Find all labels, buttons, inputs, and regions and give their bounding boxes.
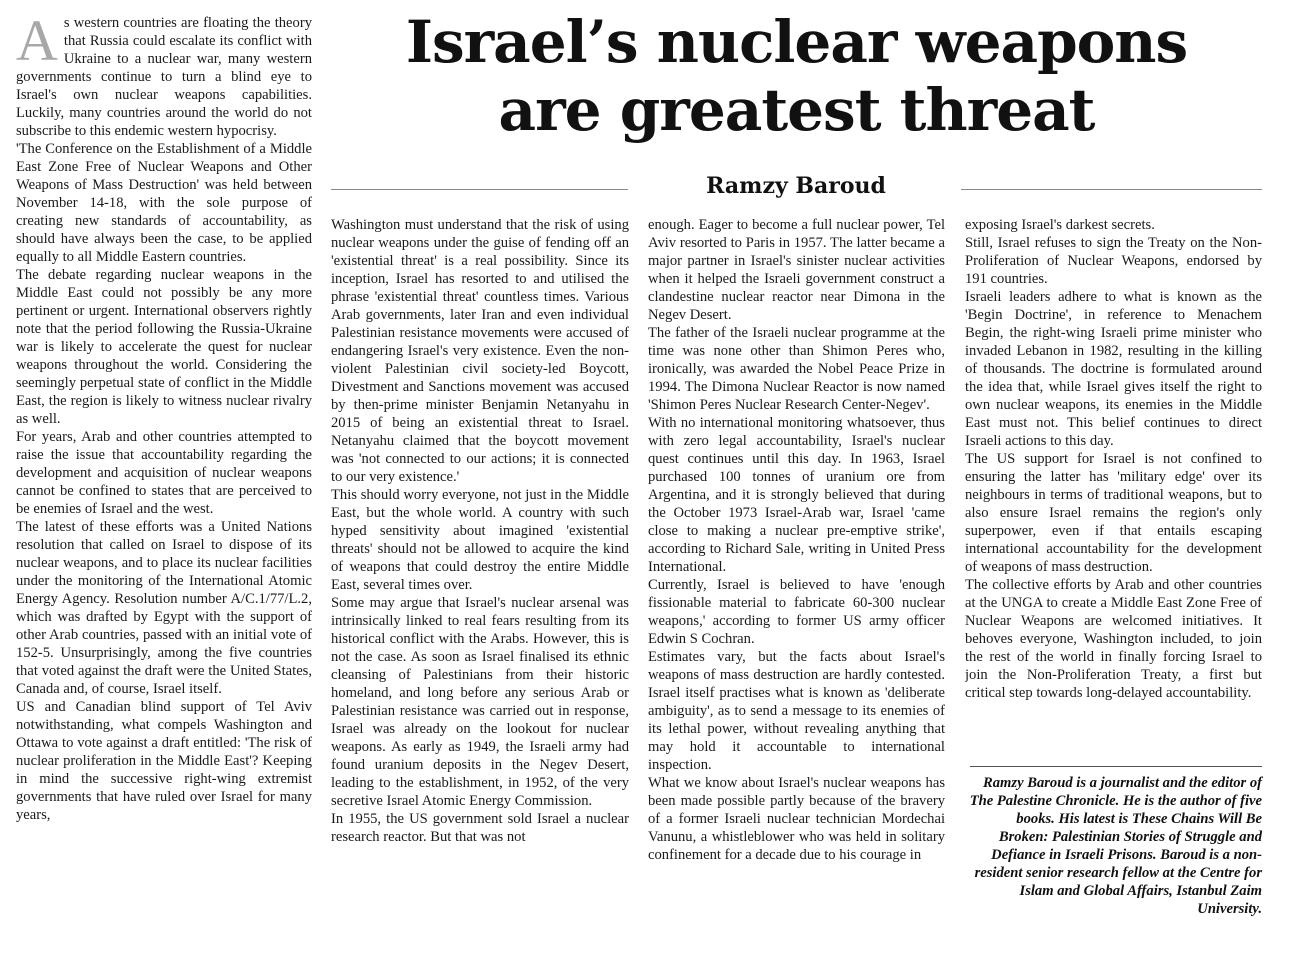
drop-cap: A	[16, 14, 58, 73]
byline: Ramzy Baroud	[706, 173, 886, 199]
paragraph: enough. Eager to become a full nuclear power, Tel Aviv resorted to Paris in 1957. The latter became a major partner in Israel's sinister nuclear activities when it helped the Israeli government construct a clandestine nuclear reactor near Dimona in the Negev Desert.	[648, 217, 945, 323]
paragraph: Some may argue that Israel's nuclear arsenal was intrinsically linked to real fears resulting from its historical conflict with the Arabs. However, this is not the case. As soon as Israel finalised its ethnic cleansing of Palestinians from their historic homeland, and long before any serious Arab or Palestinian resistance was carried out in response, Israel was already on the lookout for nuclear weapons. As early as 1949, the Israeli army had found uranium deposits in the Negev Desert, leading to the establishment, in 1952, of the very secretive Israel Atomic Energy Commission.	[331, 595, 629, 809]
paragraph: Estimates vary, but the facts about Israel's weapons of mass destruction are hardly contested. Israel itself practises what is known as 'deliberate ambiguity', as to send a message to its enemies of its lethal power, without revealing anything that may hold it accountable to international inspection.	[648, 649, 945, 773]
bio-divider	[970, 766, 1262, 767]
paragraph: The collective efforts by Arab and other countries at the UNGA to create a Middle East Zone Free of Nuclear Weapons are welcomed initiatives. It behoves everyone, Washington included, to join the rest of the world in finally forcing Israel to join the Non-Proliferation Treaty, a first but critical step towards long-delayed accountability.	[965, 577, 1262, 701]
paragraph: With no international monitoring whatsoever, thus with zero legal accountability, Israel's nuclear quest continues until this day. In 1963, Israel purchased 100 tonnes of uranium ore from Argentina, and it is strongly believed that during the October 1973 Israel-Arab war, Israel 'came close to making a nuclear pre-emptive strike', according to Richard Sale, writing in United Press International.	[648, 415, 945, 575]
headline-line-2: are greatest threat	[498, 76, 1095, 144]
paragraph: The father of the Israeli nuclear programme at the time was none other than Shimon Peres who, ironically, was awarded the Nobel Peace Prize in 1994. The Dimona Nuclear Reactor is now named 'Shimon Peres Nuclear Research Center-Negev'.	[648, 325, 945, 413]
headline-line-1: Israel’s nuclear weapons	[405, 8, 1188, 76]
paragraph: For years, Arab and other countries attempted to raise the issue that accountability regarding the development and acquisition of nuclear weapons cannot be confined to states that are perceived to be enemies of Israel and the west.	[16, 429, 312, 517]
article-column-4	[965, 216, 1262, 764]
paragraph: US and Canadian blind support of Tel Aviv notwithstanding, what compels Washington and Ottawa to vote against a draft entitled: 'The risk of nuclear proliferation in the Middle East'? Keeping in mind the successive right-wing extremist governments that have ruled over Israel for many years,	[16, 699, 312, 823]
paragraph: Still, Israel refuses to sign the Treaty on the Non-Proliferation of Nuclear Weapons, endorsed by 191 countries.	[965, 235, 1262, 287]
byline-rule-right	[961, 189, 1262, 190]
paragraph: What we know about Israel's nuclear weapons has been made possible partly because of the bravery of a former Israeli nuclear technician Mordechai Vanunu, a whistleblower who was held in solitary confinement for a decade due to his courage in	[648, 775, 945, 863]
paragraph: Currently, Israel is believed to have 'enough fissionable material to fabricate 60-300 nuclear weapons,' according to former US army officer Edwin S Cochran.	[648, 577, 945, 647]
author-bio: Ramzy Baroud is a journalist and the editor of The Palestine Chronicle. He is the author of five books. His latest is These Chains Will Be Broken: Palestinian Stories of Struggle and Defiance in Israeli Prisons. Baroud is a non-resident senior research fellow at the Centre for Islam and Global Affairs, Istanbul Zaim University.	[969, 775, 1262, 917]
paragraph: The latest of these efforts was a United Nations resolution that called on Israel to dispose of its nuclear weapons, and to place its nuclear facilities under the monitoring of the International Atomic Energy Agency. Resolution number A/C.1/77/L.2, which was drafted by Egypt with the support of other Arab countries, passed with an initial vote of 152-5. Unsurprisingly, among the five countries that voted against the draft were the United States, Canada and, of course, Israel itself.	[16, 519, 312, 697]
paragraph: In 1955, the US government sold Israel a nuclear research reactor. But that was not	[331, 811, 629, 845]
paragraph: s western countries are floating the theory that Russia could escalate its conflict with Ukraine to a nuclear war, many western governments continue to turn a blind eye to Israel's own nuclear weapons capabilities. Luckily, many countries around the world do not subscribe to this endemic western hypocrisy.	[16, 15, 312, 139]
headline	[330, 8, 1263, 144]
article-column-1	[16, 14, 312, 826]
paragraph: exposing Israel's darkest secrets.	[965, 217, 1155, 233]
paragraph: 'The Conference on the Establishment of a Middle East Zone Free of Nuclear Weapons and Other Weapons of Mass Destruction' was held between November 14-18, with the sole purpose of creating new standards of accountability, as should have always been the case, to be applied equally to all Middle Eastern countries.	[16, 141, 312, 265]
byline-rule-left	[331, 189, 628, 190]
article-column-2	[331, 216, 629, 940]
paragraph: This should worry everyone, not just in the Middle East, but the whole world. A country with such hyped sensitivity about imagined 'existential threats' should not be allowed to acquire the kind of weapons that could destroy the entire Middle East, several times over.	[331, 487, 629, 593]
paragraph: Washington must understand that the risk of using nuclear weapons under the guise of fending off an 'existential threat' is a real possibility. Since its inception, Israel has resorted to and utilised the phrase 'existential threat' countless times. Various Arab governments, later Iran and even individual Palestinian resistance movements were accused of endangering Israel's very existence. Even the non-violent Palestinian civil society-led Boycott, Divestment and Sanctions movement was accused by then-prime minister Benjamin Netanyahu in 2015 of being an existential threat to Israel. Netanyahu claimed that the boycott movement was 'not connected to our actions; it is connected to our very existence.'	[331, 217, 629, 485]
paragraph: The debate regarding nuclear weapons in the Middle East could not possibly be any more pertinent or urgent. International observers rightly note that the period following the Russia-Ukraine war is likely to accelerate the quest for nuclear weapons throughout the world. Considering the seemingly perpetual state of conflict in the Middle East, the region is likely to witness nuclear rivalry as well.	[16, 267, 312, 427]
paragraph: Israeli leaders adhere to what is known as the 'Begin Doctrine', in reference to Menachem Begin, the right-wing Israeli prime minister who invaded Lebanon in 1982, resulting in the killing of thousands. The doctrine is formulated around the idea that, while Israel gives itself the right to own nuclear weapons, its enemies in the Middle East must not. This belief continues to direct Israeli actions to this day.	[965, 289, 1262, 449]
paragraph: The US support for Israel is not confined to ensuring the latter has 'military edge' over its neighbours in terms of traditional weapons, but to also ensure Israel remains the region's only superpower, even if that entails escaping international accountability for the development of weapons of mass destruction.	[965, 451, 1262, 575]
article-column-3	[648, 216, 945, 940]
